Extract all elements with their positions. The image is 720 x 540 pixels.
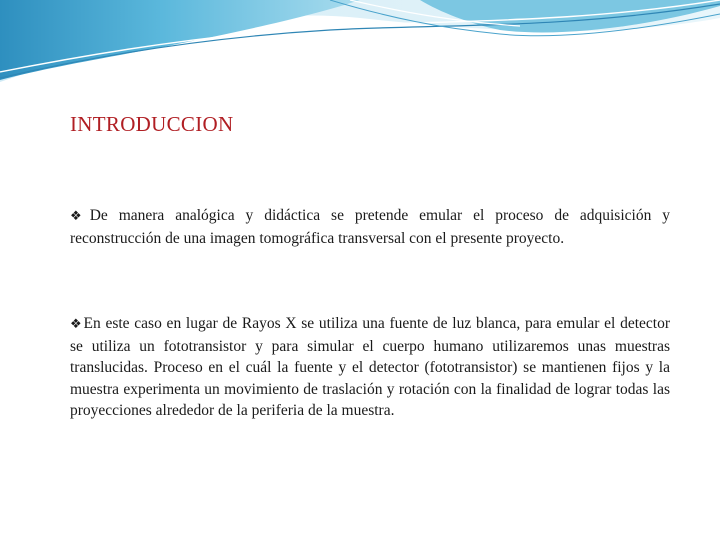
diamond-bullet-icon: ❖ (70, 317, 83, 332)
diamond-bullet-icon: ❖ (70, 209, 89, 224)
wave-band-main (0, 0, 360, 80)
bullet-paragraph-2 (70, 313, 670, 422)
slide-title: INTRODUCCION (70, 112, 234, 136)
paragraph-2-text: En este caso en lugar de Rayos X se utiliza una fuente de luz blanca, para emular el detector se utiliza un fototransistor y para simular el cuerpo humano utilizaremos unas muestras translucidas. Proceso en el cuál la fuente y el detector (fototransistor) se mantienen fijos y la muestra experimenta un movimiento de traslación y rotación con la finalidad de lograr todas las proyecciones alrededor de la periferia de la muestra. (70, 315, 670, 419)
paragraph-1-text: De manera analógica y didáctica se pretende emular el proceso de adquisición y reconstrucción de una imagen tomográfica transversal con el presente proyecto. (70, 207, 671, 247)
bullet-paragraph-1 (70, 205, 670, 249)
header-wave-decoration (0, 0, 720, 100)
